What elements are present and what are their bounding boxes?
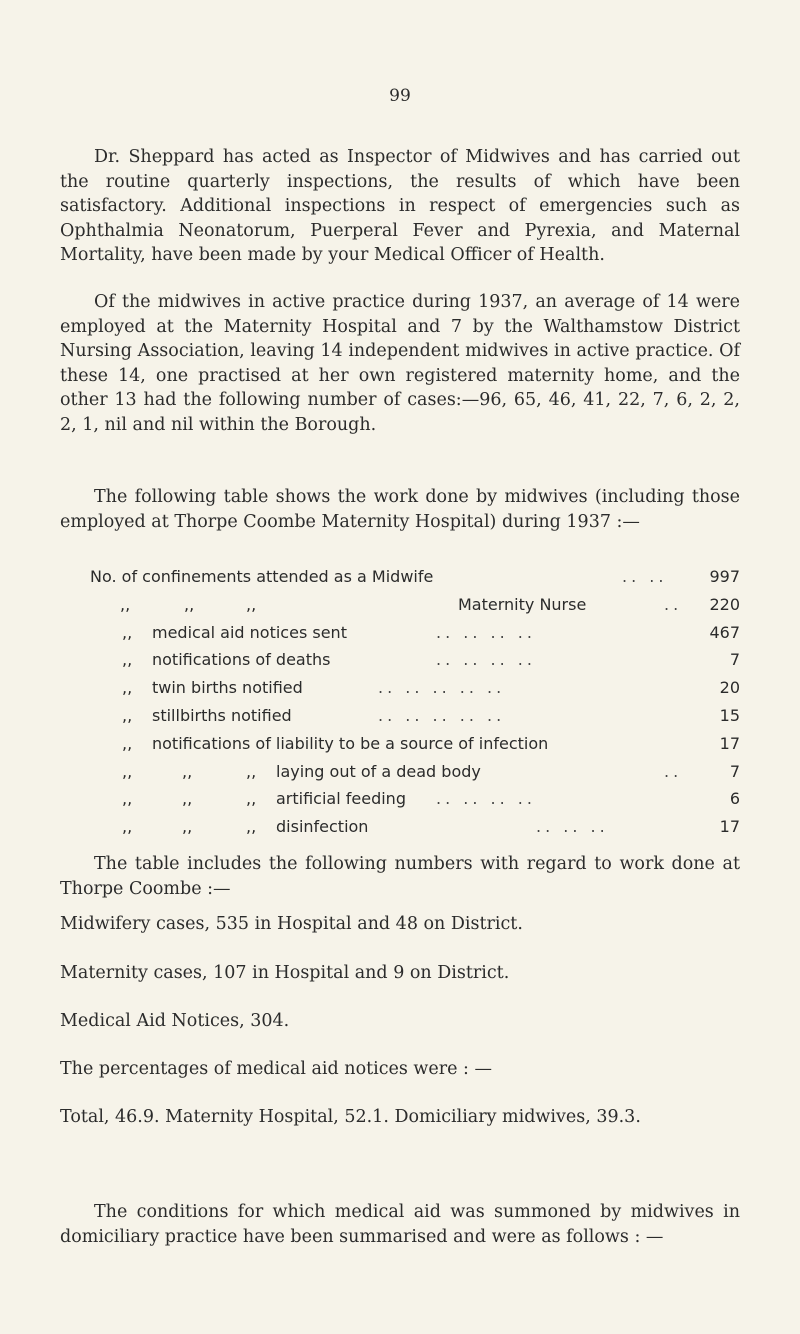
- row-value: 7: [729, 650, 740, 670]
- ditto-mark: ,,: [122, 761, 133, 781]
- maternity-cases: Maternity cases, 107 in Hospital and 9 on District.: [60, 963, 510, 983]
- row-value: 15: [719, 705, 740, 725]
- row-label: medical aid notices sent: [152, 622, 347, 642]
- row-label: laying out of a dead body: [276, 761, 481, 781]
- row-value: 997: [709, 567, 740, 586]
- leader-dots: .. .. .. ..: [436, 622, 536, 642]
- table-row: [60, 619, 740, 647]
- ditto-mark: ,,: [122, 650, 133, 670]
- row-label: stillbirths notified: [152, 705, 292, 725]
- table-row: [60, 758, 740, 786]
- row-value: 17: [719, 817, 740, 837]
- leader-dots: .. .. ..: [536, 817, 609, 837]
- row-label: No. of confinements attended as a Midwife: [90, 567, 434, 586]
- table-row: [60, 785, 740, 813]
- ditto-mark: ,,: [120, 594, 131, 614]
- ditto-mark: ,,: [122, 789, 133, 809]
- row-label: disinfection: [276, 817, 369, 837]
- table-row: [60, 674, 740, 702]
- row-value: 17: [719, 733, 740, 753]
- ditto-mark: ,,: [122, 733, 133, 753]
- conditions-paragraph: The conditions for which medical aid was summoned by midwives in domiciliary practice have been summarised and were as follows : —: [60, 1202, 740, 1247]
- ditto-mark: ,,: [246, 817, 257, 837]
- page-number: 99: [389, 86, 411, 106]
- medical-aid-notices: Medical Aid Notices, 304.: [60, 1011, 290, 1031]
- table-row: [60, 813, 740, 841]
- leader-dots: .. .. .. ..: [436, 650, 536, 670]
- ditto-mark: ,,: [182, 789, 193, 809]
- row-value: 7: [729, 761, 740, 781]
- row-value: 6: [729, 789, 740, 809]
- ditto-mark: ,,: [122, 817, 133, 837]
- leader-dots: .. .. .. .. ..: [378, 705, 506, 725]
- ditto-mark: ,,: [182, 817, 193, 837]
- midwives-work-table: [60, 563, 740, 841]
- ditto-mark: ,,: [246, 594, 257, 614]
- table-row: [60, 591, 740, 619]
- leader-dots: .. ..: [622, 567, 668, 586]
- percentages-paragraph: Total, 46.9. Maternity Hospital, 52.1. Domiciliary midwives, 39.3.: [60, 1107, 641, 1127]
- table-row: [60, 646, 740, 674]
- ditto-mark: ,,: [122, 622, 133, 642]
- inspection-paragraph: Dr. Sheppard has acted as Inspector of Midwives and has carried out the routine quarterly inspections, the results of which have been satisfactory. Additional inspections in respect of emergencies such as Ophthalmia Neonatorum, Puerperal Fever and Pyrexia, and Maternal Mortality, have been made by your Medical Officer of Health.: [60, 147, 740, 265]
- leader-dots: .. .. .. ..: [436, 789, 536, 809]
- percentages-intro: The percentages of medical aid notices were : —: [60, 1059, 493, 1079]
- leader-dots: .. .. .. .. ..: [378, 678, 506, 698]
- row-label: artificial feeding: [276, 789, 406, 809]
- table-row: [60, 702, 740, 730]
- row-value: 467: [709, 622, 740, 642]
- row-label: notifications of liability to be a source of infection: [152, 733, 549, 753]
- table-row: [60, 563, 740, 591]
- row-label: Maternity Nurse: [458, 594, 587, 614]
- leader-dots: ..: [664, 594, 683, 614]
- row-label: notifications of deaths: [152, 650, 331, 670]
- ditto-mark: ,,: [184, 594, 195, 614]
- ditto-mark: ,,: [182, 761, 193, 781]
- row-value: 20: [719, 678, 740, 698]
- ditto-mark: ,,: [246, 761, 257, 781]
- table-intro-paragraph: The following table shows the work done by midwives (including those employed at Thorpe Coombe Maternity Hospital) during 1937 :—: [60, 487, 740, 532]
- row-label: twin births notified: [152, 678, 303, 698]
- table-row: [60, 730, 740, 758]
- thorpe-coombe-intro: The table includes the following numbers with regard to work done at Thorpe Coombe :—: [60, 854, 740, 899]
- midwives-paragraph: Of the midwives in active practice during 1937, an average of 14 were employed at the Maternity Hospital and 7 by the Walthamstow District Nursing Association, leaving 14 independent midwives in active practice. Of these 14, one practised at her own registered maternity home, and the other 13 had the following number of cases:—96, 65, 46, 41, 22, 7, 6, 2, 2, 2, 1, nil and nil within the Borough.: [60, 292, 740, 435]
- ditto-mark: ,,: [246, 789, 257, 809]
- ditto-mark: ,,: [122, 705, 133, 725]
- ditto-mark: ,,: [122, 678, 133, 698]
- leader-dots: ..: [664, 761, 683, 781]
- row-value: 220: [709, 594, 740, 614]
- midwifery-cases: Midwifery cases, 535 in Hospital and 48 on District.: [60, 914, 523, 934]
